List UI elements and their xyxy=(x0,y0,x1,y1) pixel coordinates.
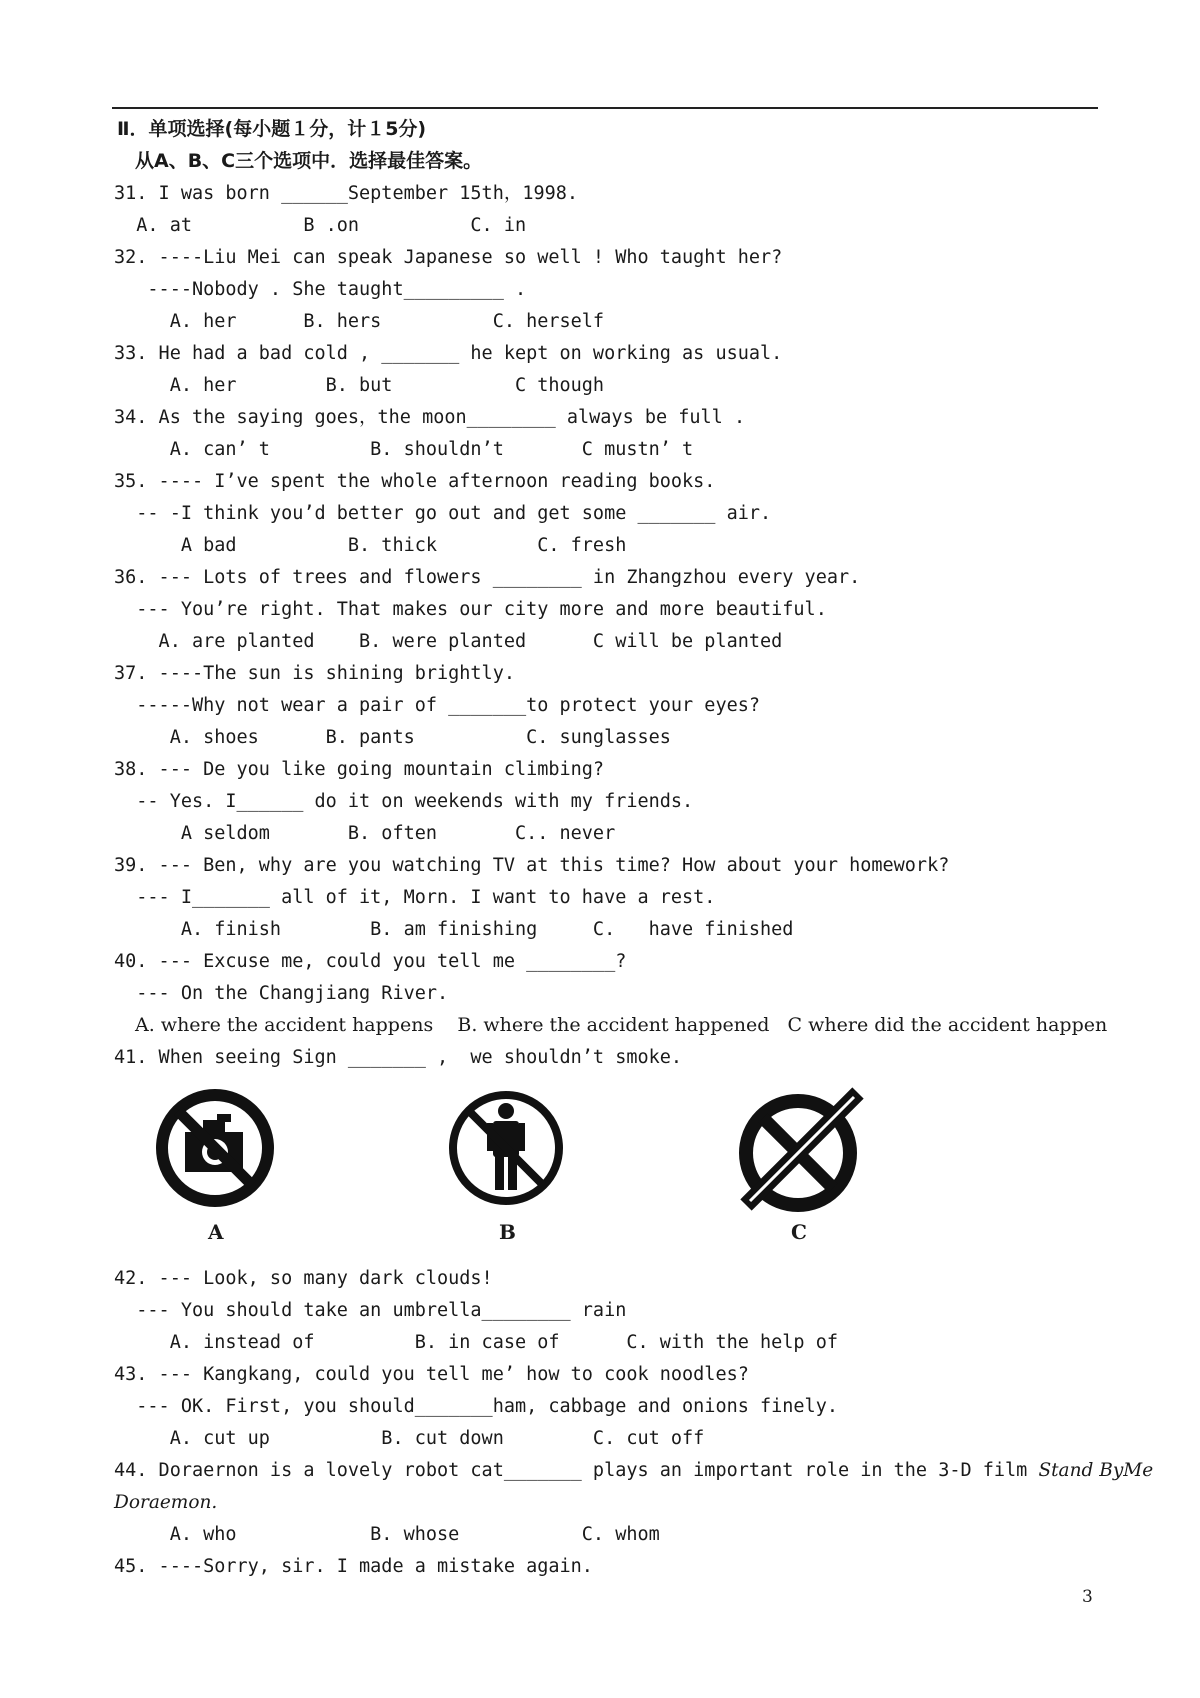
page-number: 3 xyxy=(1082,1587,1093,1607)
question-40: 40. --- Excuse me, could you tell me ________? xyxy=(114,951,627,972)
sign-label-b: B xyxy=(499,1220,516,1244)
sign-no-camera xyxy=(155,1088,275,1244)
q35-options: A bad B. thick C. fresh xyxy=(114,535,627,556)
q33-options: A. her B. but C though xyxy=(114,375,605,396)
question-39: 39. --- Ben, why are you watching TV at this time? How about your homework? xyxy=(114,855,950,876)
question-34: 34. As the saying goes，the moon________ always be full . xyxy=(114,407,746,428)
sign-label-c: C xyxy=(791,1220,807,1244)
q37-reply: -----Why not wear a pair of _______to protect your eyes? xyxy=(114,695,761,716)
q40-reply: --- On the Changjiang River. xyxy=(114,983,449,1004)
q44-film-title: Stand ByMe xyxy=(1038,1460,1154,1481)
q36-options: A. are planted B. were planted C will be planted xyxy=(114,631,783,652)
no-smoking-icon xyxy=(736,1085,866,1215)
question-42: 42. --- Look, so many dark clouds! xyxy=(114,1268,493,1289)
question-44 xyxy=(114,1460,1153,1482)
question-38: 38. --- De you like going mountain climbing? xyxy=(114,759,605,780)
q39-reply: --- I_______ all of it, Morn. I want to have a rest. xyxy=(114,887,716,908)
q43-options: A. cut up B. cut down C. cut off xyxy=(114,1428,705,1449)
q31-options: A. at B .on C. in xyxy=(114,215,527,236)
q35-reply: -- -I think you’d better go out and get some _______ air. xyxy=(114,503,772,524)
q37-options: A. shoes B. pants C. sunglasses xyxy=(114,727,671,748)
question-31: 31. I was born ______September 15th，1998. xyxy=(114,183,579,204)
sign-no-person xyxy=(446,1088,566,1244)
q36-reply: --- You’re right. That makes our city more and more beautiful. xyxy=(114,599,827,620)
question-43: 43. --- Kangkang, could you tell me’ how to cook noodles? xyxy=(114,1364,749,1385)
header-rule xyxy=(112,107,1098,109)
q42-options: A. instead of B. in case of C. with the help of xyxy=(114,1332,838,1353)
q44-text: 44. Doraernon is a lovely robot cat_______ plays an important role in the 3-D film xyxy=(114,1460,1028,1481)
q40-options: A. where the accident happens B. where the accident happened C where did the accident happen xyxy=(135,1014,1108,1036)
sign-no-smoking xyxy=(736,1085,866,1244)
q38-reply: -- Yes. I______ do it on weekends with my friends. xyxy=(114,791,694,812)
question-33: 33. He had a bad cold , _______ he kept on working as usual. xyxy=(114,343,783,364)
q42-reply: --- You should take an umbrella________ rain xyxy=(114,1300,627,1321)
q34-options: A. can’ t B. shouldn’t C mustn’ t xyxy=(114,439,694,460)
question-45: 45. ----Sorry, sir. I made a mistake again. xyxy=(114,1556,593,1577)
q43-reply: --- OK. First, you should_______ham, cabbage and onions finely. xyxy=(114,1396,838,1417)
question-32: 32. ----Liu Mei can speak Japanese so well ! Who taught her? xyxy=(114,247,783,268)
q39-options: A. finish B. am finishing C. have finished xyxy=(114,919,794,940)
question-37: 37. ----The sun is shining brightly. xyxy=(114,663,515,684)
q32-options: A. her B. hers C. herself xyxy=(114,311,605,332)
q44-options: A. who B. whose C. whom xyxy=(114,1524,660,1545)
question-35: 35. ---- I’ve spent the whole afternoon reading books. xyxy=(114,471,716,492)
sign-label-a: A xyxy=(208,1220,224,1244)
question-36: 36. --- Lots of trees and flowers ________ in Zhangzhou every year. xyxy=(114,567,861,588)
section-title: Ⅱ．单项选择(每小题１分，计１5分) xyxy=(117,118,427,140)
question-41: 41. When seeing Sign _______ , we shouldn’t smoke. xyxy=(114,1047,683,1068)
q38-options: A seldom B. often C.. never xyxy=(114,823,616,844)
section-instruction: 从A、B、C三个选项中．选择最佳答案。 xyxy=(135,150,483,172)
q44-film-title-cont: Doraemon. xyxy=(114,1492,218,1513)
q32-reply: ----Nobody . She taught_________ . xyxy=(114,279,527,300)
no-person-icon xyxy=(446,1088,566,1208)
no-camera-icon xyxy=(155,1088,275,1208)
